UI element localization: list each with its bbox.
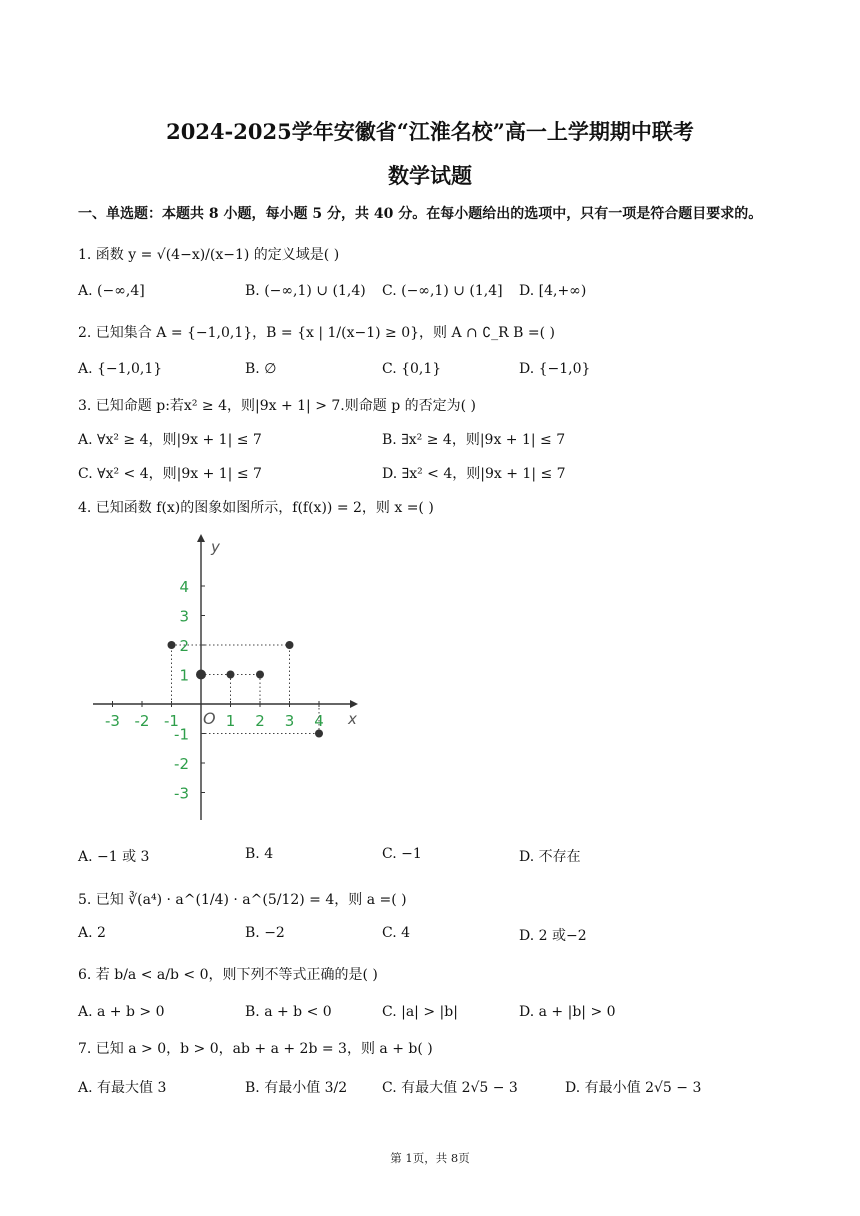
question-6-stem: 6. 若 b/a < a/b < 0，则下列不等式正确的是( ) — [78, 967, 378, 983]
question-5-option-c: C. 4 — [382, 925, 411, 941]
question-4-option-c: C. −1 — [382, 846, 422, 862]
question-3-option-c: C. ∀x² < 4，则|9x + 1| ≤ 7 — [78, 466, 262, 482]
section-heading: 一、单选题：本题共 8 小题，每小题 5 分，共 40 分。在每小题给出的选项中，只有一项是符合题目要求的。 — [78, 206, 763, 222]
graph-point — [315, 730, 323, 738]
question-1-option-c: C. (−∞,1) ∪ (1,4] — [382, 283, 503, 299]
question-2-option-a: A. {−1,0,1} — [78, 361, 163, 377]
y-tick-label: 3 — [179, 607, 189, 626]
question-1-stem: 1. 函数 y = √(4−x)/(x−1) 的定义域是( ) — [78, 247, 340, 263]
x-tick-label: 2 — [255, 712, 265, 730]
question-3-option-b: B. ∃x² ≥ 4，则|9x + 1| ≤ 7 — [382, 432, 566, 448]
question-5-option-a: A. 2 — [78, 925, 106, 941]
question-3-option-a: A. ∀x² ≥ 4，则|9x + 1| ≤ 7 — [78, 432, 262, 448]
question-2-stem: 2. 已知集合 A = {−1,0,1}，B = {x | 1/(x−1) ≥ 0}，则 A ∩ ∁_R B =( ) — [78, 325, 555, 341]
question-1-option-d: D. [4,+∞) — [519, 283, 587, 299]
question-7-option-d: D. 有最小值 2√5 − 3 — [565, 1080, 702, 1096]
question-6-option-b: B. a + b < 0 — [245, 1004, 332, 1020]
question-1-option-a: A. (−∞,4] — [78, 283, 145, 299]
question-2-option-b: B. ∅ — [245, 361, 277, 377]
y-tick-label: 4 — [179, 578, 189, 596]
question-7-option-a: A. 有最大值 3 — [78, 1080, 167, 1096]
graph-point — [256, 671, 264, 679]
y-axis-label: y — [211, 538, 220, 556]
question-6-option-a: A. a + b > 0 — [78, 1004, 165, 1020]
y-tick-label: 1 — [179, 666, 189, 685]
question-4-option-d: D. 不存在 — [519, 849, 581, 865]
function-graph — [88, 530, 378, 830]
question-5-stem: 5. 已知 ∛(a⁴) · a^(1/4) · a^(5/12) = 4，则 a =( ) — [78, 892, 407, 908]
question-3-stem: 3. 已知命题 p:若x² ≥ 4，则|9x + 1| > 7.则命题 p 的否定为( ) — [78, 398, 476, 414]
question-1-option-b: B. (−∞,1) ∪ (1,4) — [245, 283, 366, 299]
x-tick-label: -2 — [134, 712, 150, 730]
document-subtitle: 数学试题 — [388, 163, 472, 188]
question-2-option-d: D. {−1,0} — [519, 361, 591, 377]
graph-point — [196, 670, 206, 680]
question-4-option-a: A. −1 或 3 — [78, 849, 150, 865]
question-3-option-d: D. ∃x² < 4，则|9x + 1| ≤ 7 — [382, 466, 566, 482]
x-tick-label: -1 — [164, 712, 179, 730]
question-6-option-d: D. a + |b| > 0 — [519, 1004, 616, 1020]
question-4-stem: 4. 已知函数 f(x)的图象如图所示，f(f(x)) = 2，则 x =( ) — [78, 500, 434, 516]
y-tick-label: -1 — [174, 725, 189, 744]
graph-point — [227, 671, 235, 679]
question-6-option-c: C. |a| > |b| — [382, 1004, 458, 1020]
y-tick-label: -2 — [174, 755, 189, 773]
question-5-option-d: D. 2 或−2 — [519, 928, 587, 944]
x-tick-label: -3 — [105, 712, 120, 730]
question-2-option-c: C. {0,1} — [382, 361, 442, 377]
question-7-option-b: B. 有最小值 3/2 — [245, 1080, 348, 1096]
x-tick-label: 4 — [314, 712, 324, 730]
x-tick-label: 3 — [284, 712, 295, 730]
question-4-option-b: B. 4 — [245, 846, 274, 862]
graph-point — [168, 641, 176, 649]
graph-point — [286, 641, 294, 649]
y-axis-arrow-icon — [197, 534, 205, 542]
question-5-option-b: B. −2 — [245, 925, 285, 941]
y-tick-label: -3 — [174, 784, 189, 803]
page-footer: 第 1页，共 8页 — [390, 1151, 470, 1165]
question-7-option-c: C. 有最大值 2√5 − 3 — [382, 1080, 518, 1096]
y-tick-label: 2 — [179, 637, 189, 655]
x-tick-label: 1 — [225, 712, 236, 730]
x-axis-label: x — [348, 710, 357, 728]
question-7-stem: 7. 已知 a > 0，b > 0，ab + a + 2b = 3，则 a + b( ) — [78, 1041, 433, 1057]
origin-label: O — [203, 709, 216, 728]
x-axis-arrow-icon — [350, 700, 358, 708]
document-title: 2024-2025学年安徽省“江淮名校”高一上学期期中联考 — [166, 119, 694, 144]
